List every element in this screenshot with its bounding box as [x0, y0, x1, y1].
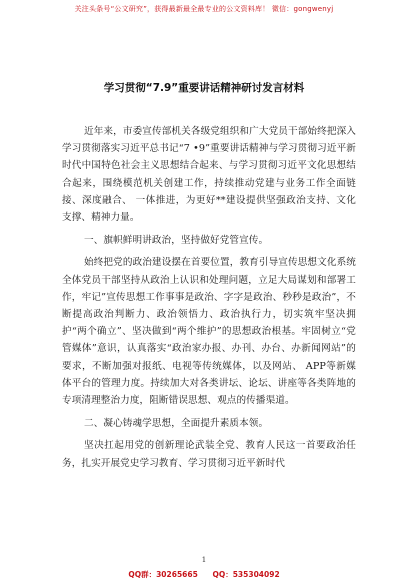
- paragraph-intro: 近年来，市委宣传部机关各级党组织和广大党员干部始终把深入学习贯彻落实习近平总书记“7 •9”重要讲话精神与学习贯彻习近平新时代中国特色社会主义思想结合起来、与学习贯彻习近平文化思想结合起来，围绕模范机关创建工作，持续推动党建与业务工作全面链接、深度融合、 一体推进，为更好**建设提供坚强政治支持、文化支撑、精神力量。: [62, 126, 356, 224]
- paragraph-section-2: 坚决扛起用党的创新理论武装全党、教育人民这一首要政治任务，扎实开展党史学习教育、学习贯彻习近平新时代: [62, 440, 356, 469]
- document-title: 学习贯彻“7.9”重要讲话精神研讨发言材料: [103, 82, 305, 94]
- footer-qq: QQ：535304092: [212, 570, 280, 579]
- section-heading-2: 二、凝心铸魂学思想，全面提升素质本领。: [84, 417, 269, 429]
- footer-qq-group: QQ群：30265665: [128, 570, 198, 579]
- page-number: 1: [201, 556, 207, 564]
- paragraph-section-1: 始终把党的政治建设摆在首要位置，教育引导宣传思想文化系统全体党员干部坚持从政治上认识和处理问题，立足大局谋划和部署工作，牢记”宣传思想工作事事是政治、字字是政治、秒秒是政治”，不断提高政治判断力、政治领悟力、政治执行力，切实筑牢坚决拥护“两个确立”、坚决做到“两个维护”的思想政治根基。牢固树立“党管媒体”意识，认真落实“政治家办报、办刊、办台、办新闻网站”的要求，不断加强对报纸、电视等传统媒体，以及网站、 APP等新媒体平台的管理力度。持续加大对各类讲坛、论坛、讲座等各类阵地的专项清理整治力度，阻断错误思想、观点的传播渠道。: [62, 257, 356, 407]
- section-heading-1: 一、旗帜鲜明讲政治，坚持做好党管宣传。: [84, 234, 269, 246]
- footer-contact: [0, 569, 408, 580]
- document-body: [62, 123, 356, 477]
- top-banner: 关注头条号“公文研究”，获得最新最全最专业的公文资料库！ 微信：gongwenyj: [74, 5, 334, 13]
